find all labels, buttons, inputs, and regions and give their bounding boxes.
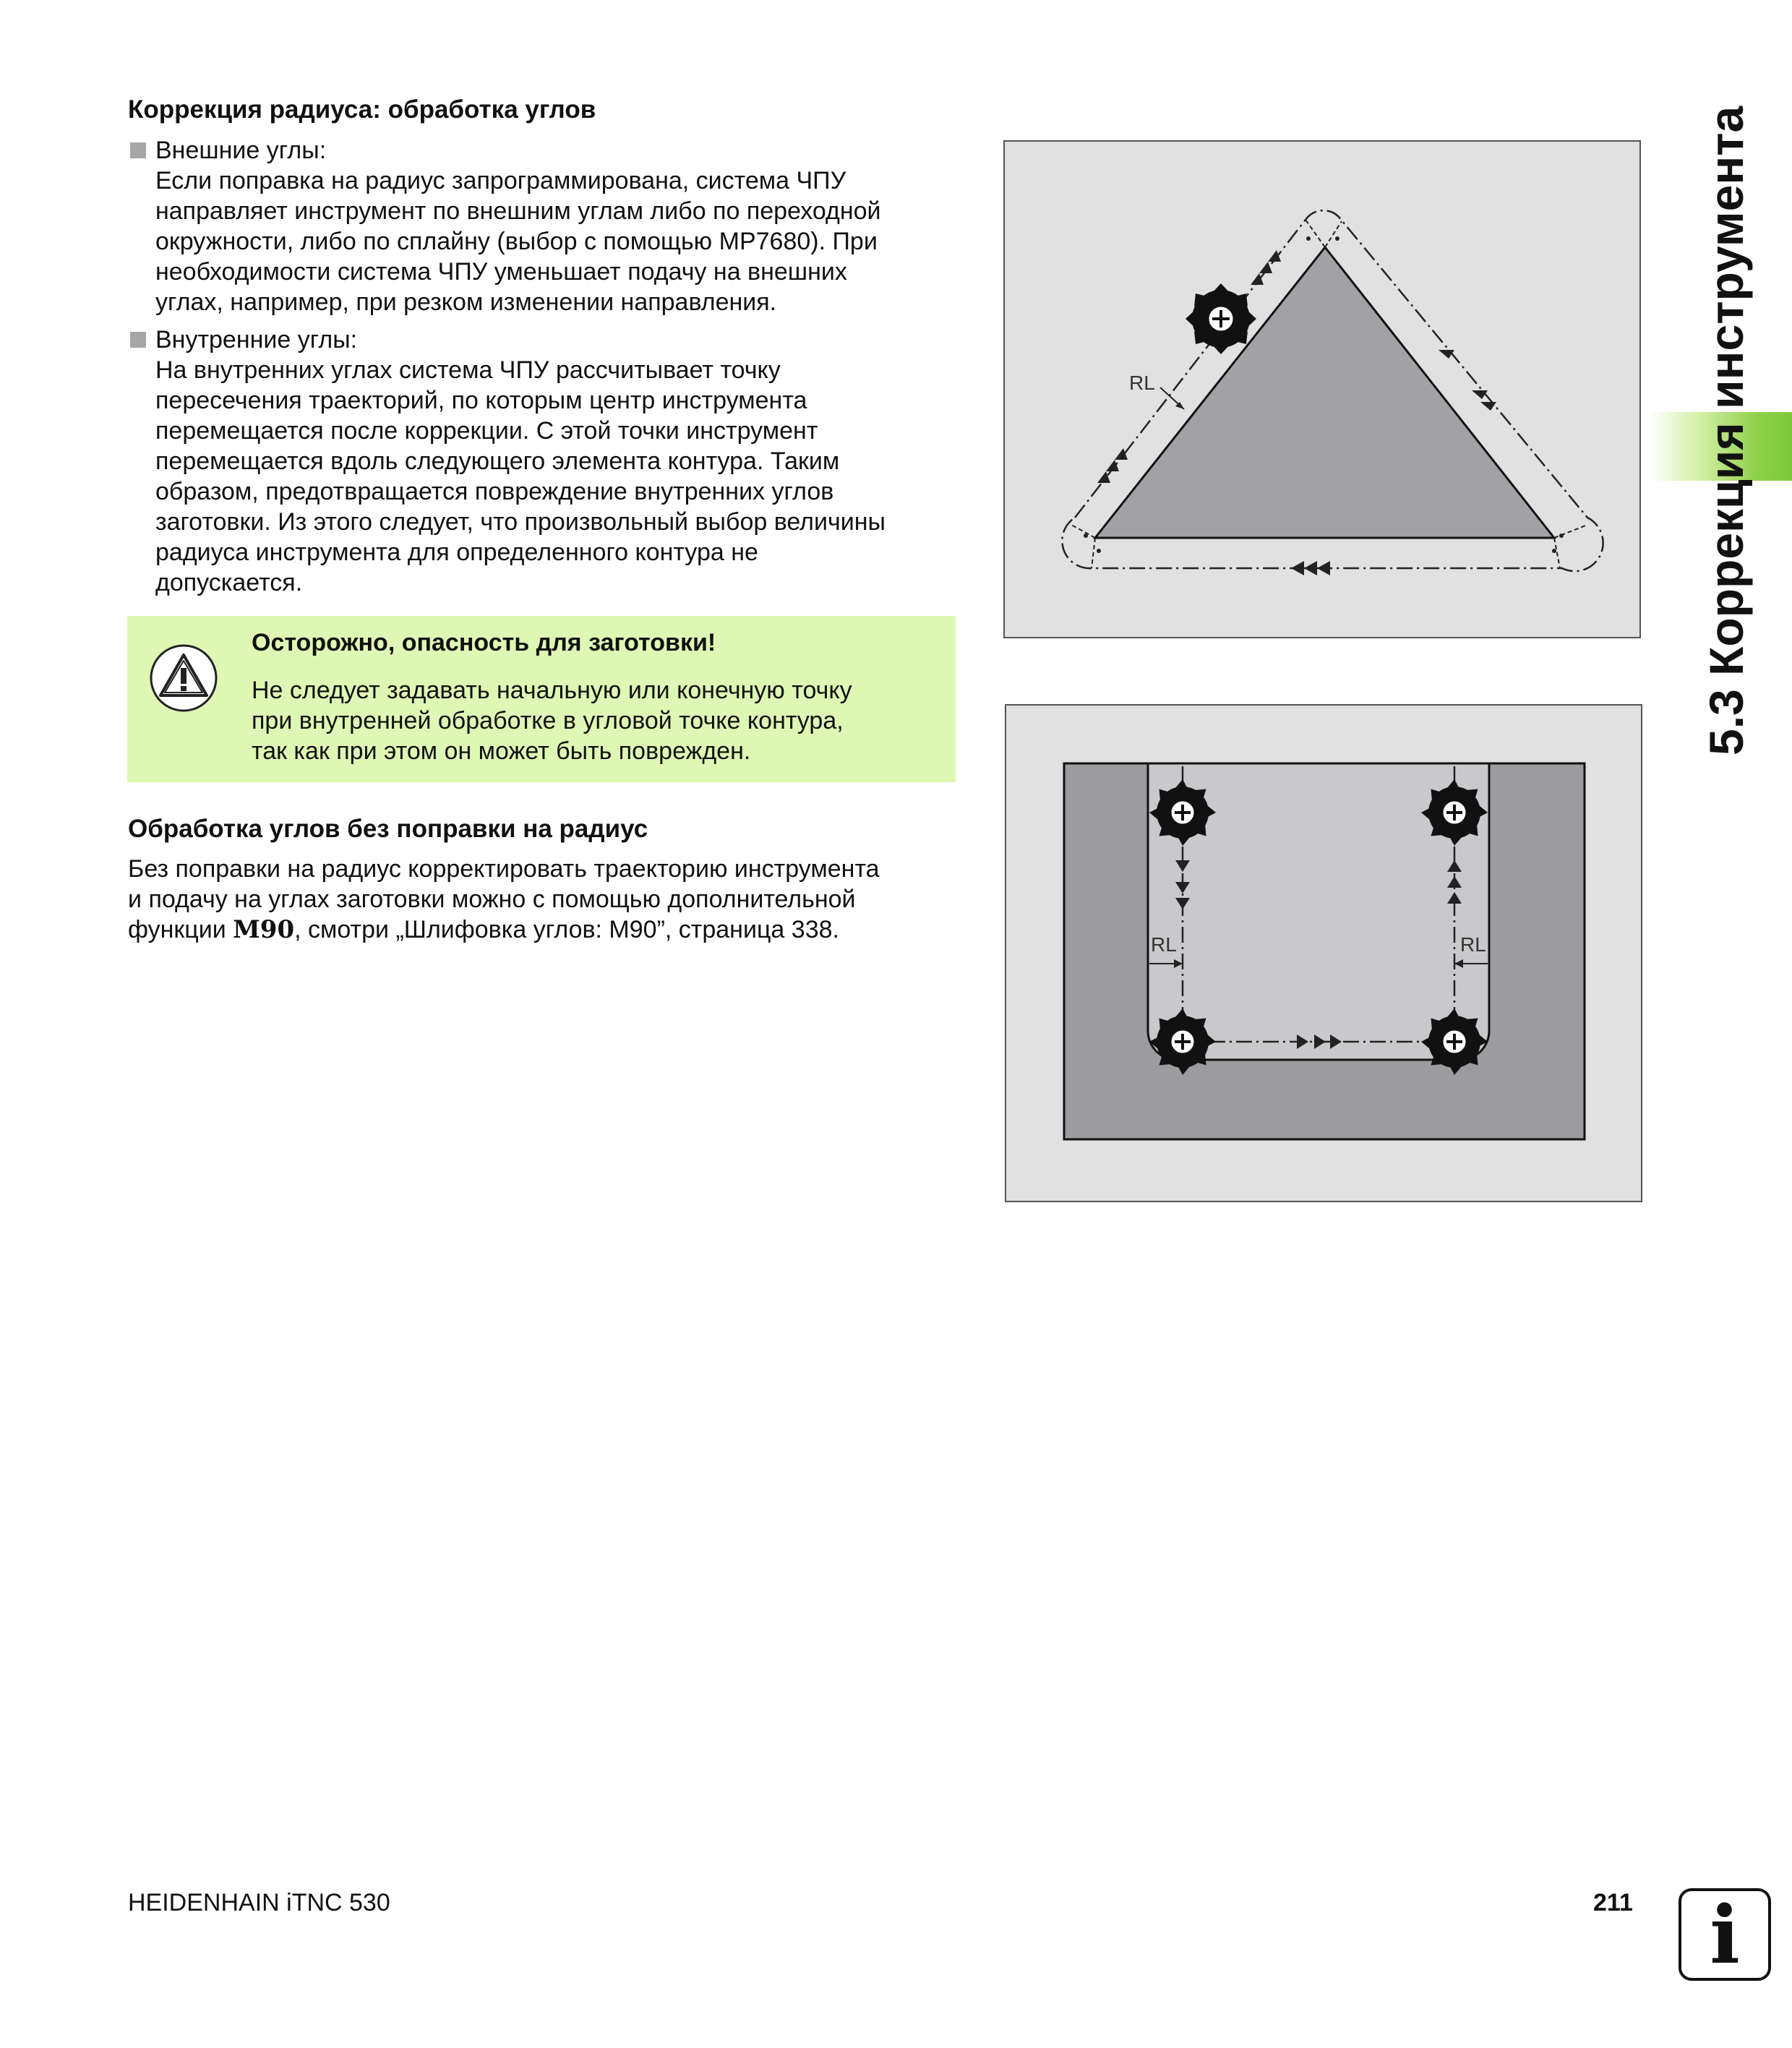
milling-cutter-icon <box>1149 1008 1216 1075</box>
milling-cutter-icon <box>1421 1008 1488 1075</box>
paragraph-line: Без поправки на радиус корректировать траекторию инструмента <box>128 855 880 883</box>
bullet-line: направляет инструмент по внешним углам либо по переходной <box>155 197 881 225</box>
bullet-line: На внутренних углах система ЧПУ рассчитывает точку <box>155 356 781 384</box>
bullet-line: перемещается после коррекции. С этой точки инструмент <box>155 417 818 445</box>
bullet-square-icon <box>130 142 146 158</box>
warning-line: так как при этом он может быть поврежден. <box>252 737 751 765</box>
bullet-line: Если поправка на радиус запрограммирована, система ЧПУ <box>155 167 846 194</box>
info-icon: i <box>1679 1888 1771 1981</box>
figure-outer-corners <box>1003 140 1641 638</box>
bullet-line: образом, предотвращается повреждение внутренних углов <box>155 478 834 505</box>
warning-box <box>127 616 956 782</box>
bullet-outer-corners <box>130 135 961 317</box>
figure-inner-corners-drawing <box>1006 706 1641 1201</box>
bullet-line: окружности, либо по сплайну (выбор с помощью MP7680). При <box>155 228 878 255</box>
figure-outer-corners-drawing <box>1005 142 1639 637</box>
section-heading-corners: Коррекция радиуса: обработка углов <box>128 95 596 124</box>
bullet-square-icon <box>130 332 146 348</box>
rl-label-left: RL <box>1151 933 1177 956</box>
rl-label: RL <box>1129 372 1155 394</box>
warning-title: Осторожно, опасность для заготовки! <box>252 629 716 656</box>
bullet-line: необходимости система ЧПУ уменьшает подачу на внешних <box>155 258 847 286</box>
chapter-side-title: 5.3 Коррекция инструмента <box>1699 106 1753 755</box>
section-heading-no-radius: Обработка углов без поправки на радиус <box>128 815 648 843</box>
bullet-line: перемещается вдоль следующего элемента контура. Таким <box>155 447 840 475</box>
bullet-inner-corners <box>130 325 961 598</box>
bullet-line: допускается. <box>155 569 303 596</box>
bullet-line: пересечения траекторий, по которым центр инструмента <box>155 387 807 414</box>
figure-inner-corners <box>1005 704 1642 1202</box>
warning-line: при внутренней обработке в угловой точке контура, <box>252 707 844 734</box>
footer-product-name: HEIDENHAIN iTNC 530 <box>128 1889 390 1916</box>
bullet-line: радиуса инструмента для определенного контура не <box>155 539 758 566</box>
bullet-line: Внутренние углы: <box>155 326 358 354</box>
page-number: 211 <box>1593 1889 1633 1916</box>
milling-cutter-icon <box>1421 779 1488 846</box>
paragraph-line: и подачу на углах заготовки можно с помощью дополнительной <box>128 886 856 913</box>
bullet-line: Внешние углы: <box>155 137 327 164</box>
warning-triangle-icon <box>147 642 220 714</box>
rl-label-right: RL <box>1460 933 1486 956</box>
paragraph-no-radius <box>128 854 959 945</box>
m90-function-code: M90 <box>233 915 295 944</box>
milling-cutter-icon <box>1149 779 1216 846</box>
bullet-line: углах, например, при резком изменении направления. <box>155 288 777 316</box>
paragraph-line: функции M90, смотри „Шлифовка углов: M90”, страница 338. <box>128 915 839 944</box>
warning-line: Не следует задавать начальную или конечную точку <box>252 677 852 704</box>
milling-cutter-icon <box>1186 283 1256 354</box>
bullet-line: заготовки. Из этого следует, что произвольный выбор величины <box>155 508 886 536</box>
